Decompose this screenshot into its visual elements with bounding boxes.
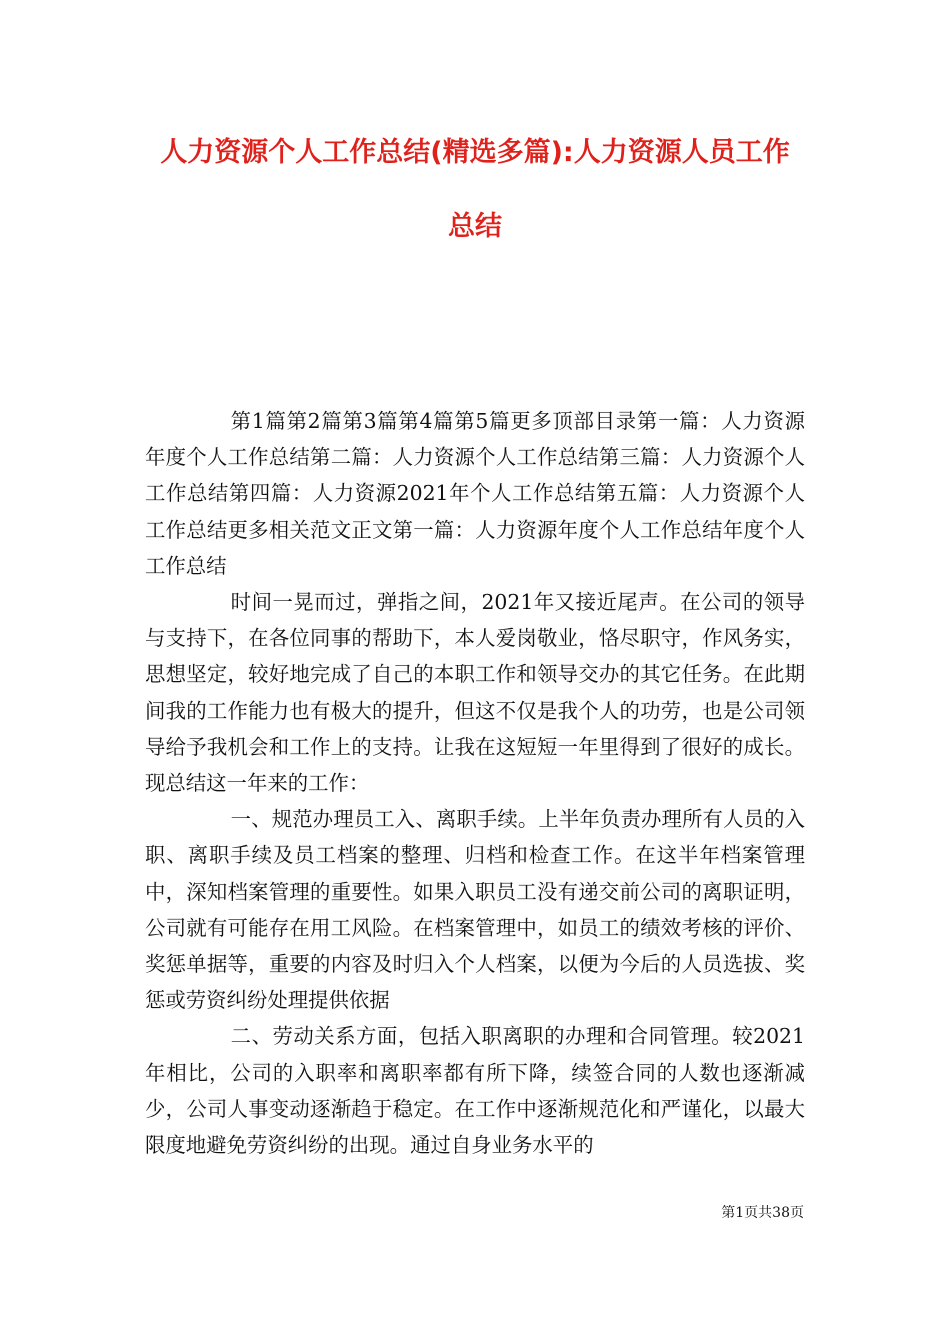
page-number-footer: 第1页共38页 [721,1205,804,1221]
document-title-line-2: 总结 [448,211,502,242]
paragraph-table-of-contents: 第1篇第2篇第3篇第4篇第5篇更多顶部目录第一篇：人力资源年度个人工作总结第二篇：人力资源个人工作总结第三篇：人力资源个人工作总结第四篇：人力资源2021年个人工作总结第五篇：人力资源个人工作总结更多相关范文正文第一篇：人力资源年度个人工作总结年度个人工作总结 [145,409,805,578]
paragraph-section-one: 一、规范办理员工入、离职手续。上半年负责办理所有人员的入职、离职手续及员工档案的整理、归档和检查工作。在这半年档案管理中，深知档案管理的重要性。如果入职员工没有递交前公司的离职证明，公司就有可能存在用工风险。在档案管理中，如员工的绩效考核的评价、奖惩单据等，重要的内容及时归入个人档案，以便为今后的人员选拔、奖惩或劳资纠纷处理提供依据 [145,807,805,1013]
paragraph-section-two: 二、劳动关系方面，包括入职离职的办理和合同管理。较2021年相比，公司的入职率和离职率都有所下降，续签合同的人数也逐渐减少，公司人事变动逐渐趋于稳定。在工作中逐渐规范化和严谨化，以最大限度地避免劳资纠纷的出现。通过自身业务水平的 [145,1024,805,1158]
paragraph-introduction: 时间一晃而过，弹指之间，2021年又接近尾声。在公司的领导与支持下，在各位同事的帮助下，本人爱岗敬业，恪尽职守，作风务实，思想坚定，较好地完成了自己的本职工作和领导交办的其它任务。在此期间我的工作能力也有极大的提升，但这不仅是我个人的功劳，也是公司领导给予我机会和工作上的支持。让我在这短短一年里得到了很好的成长。现总结这一年来的工作： [145,590,805,796]
document-title-line-1: 人力资源个人工作总结(精选多篇):人力资源人员工作 [160,137,790,168]
document-body [145,403,805,1163]
